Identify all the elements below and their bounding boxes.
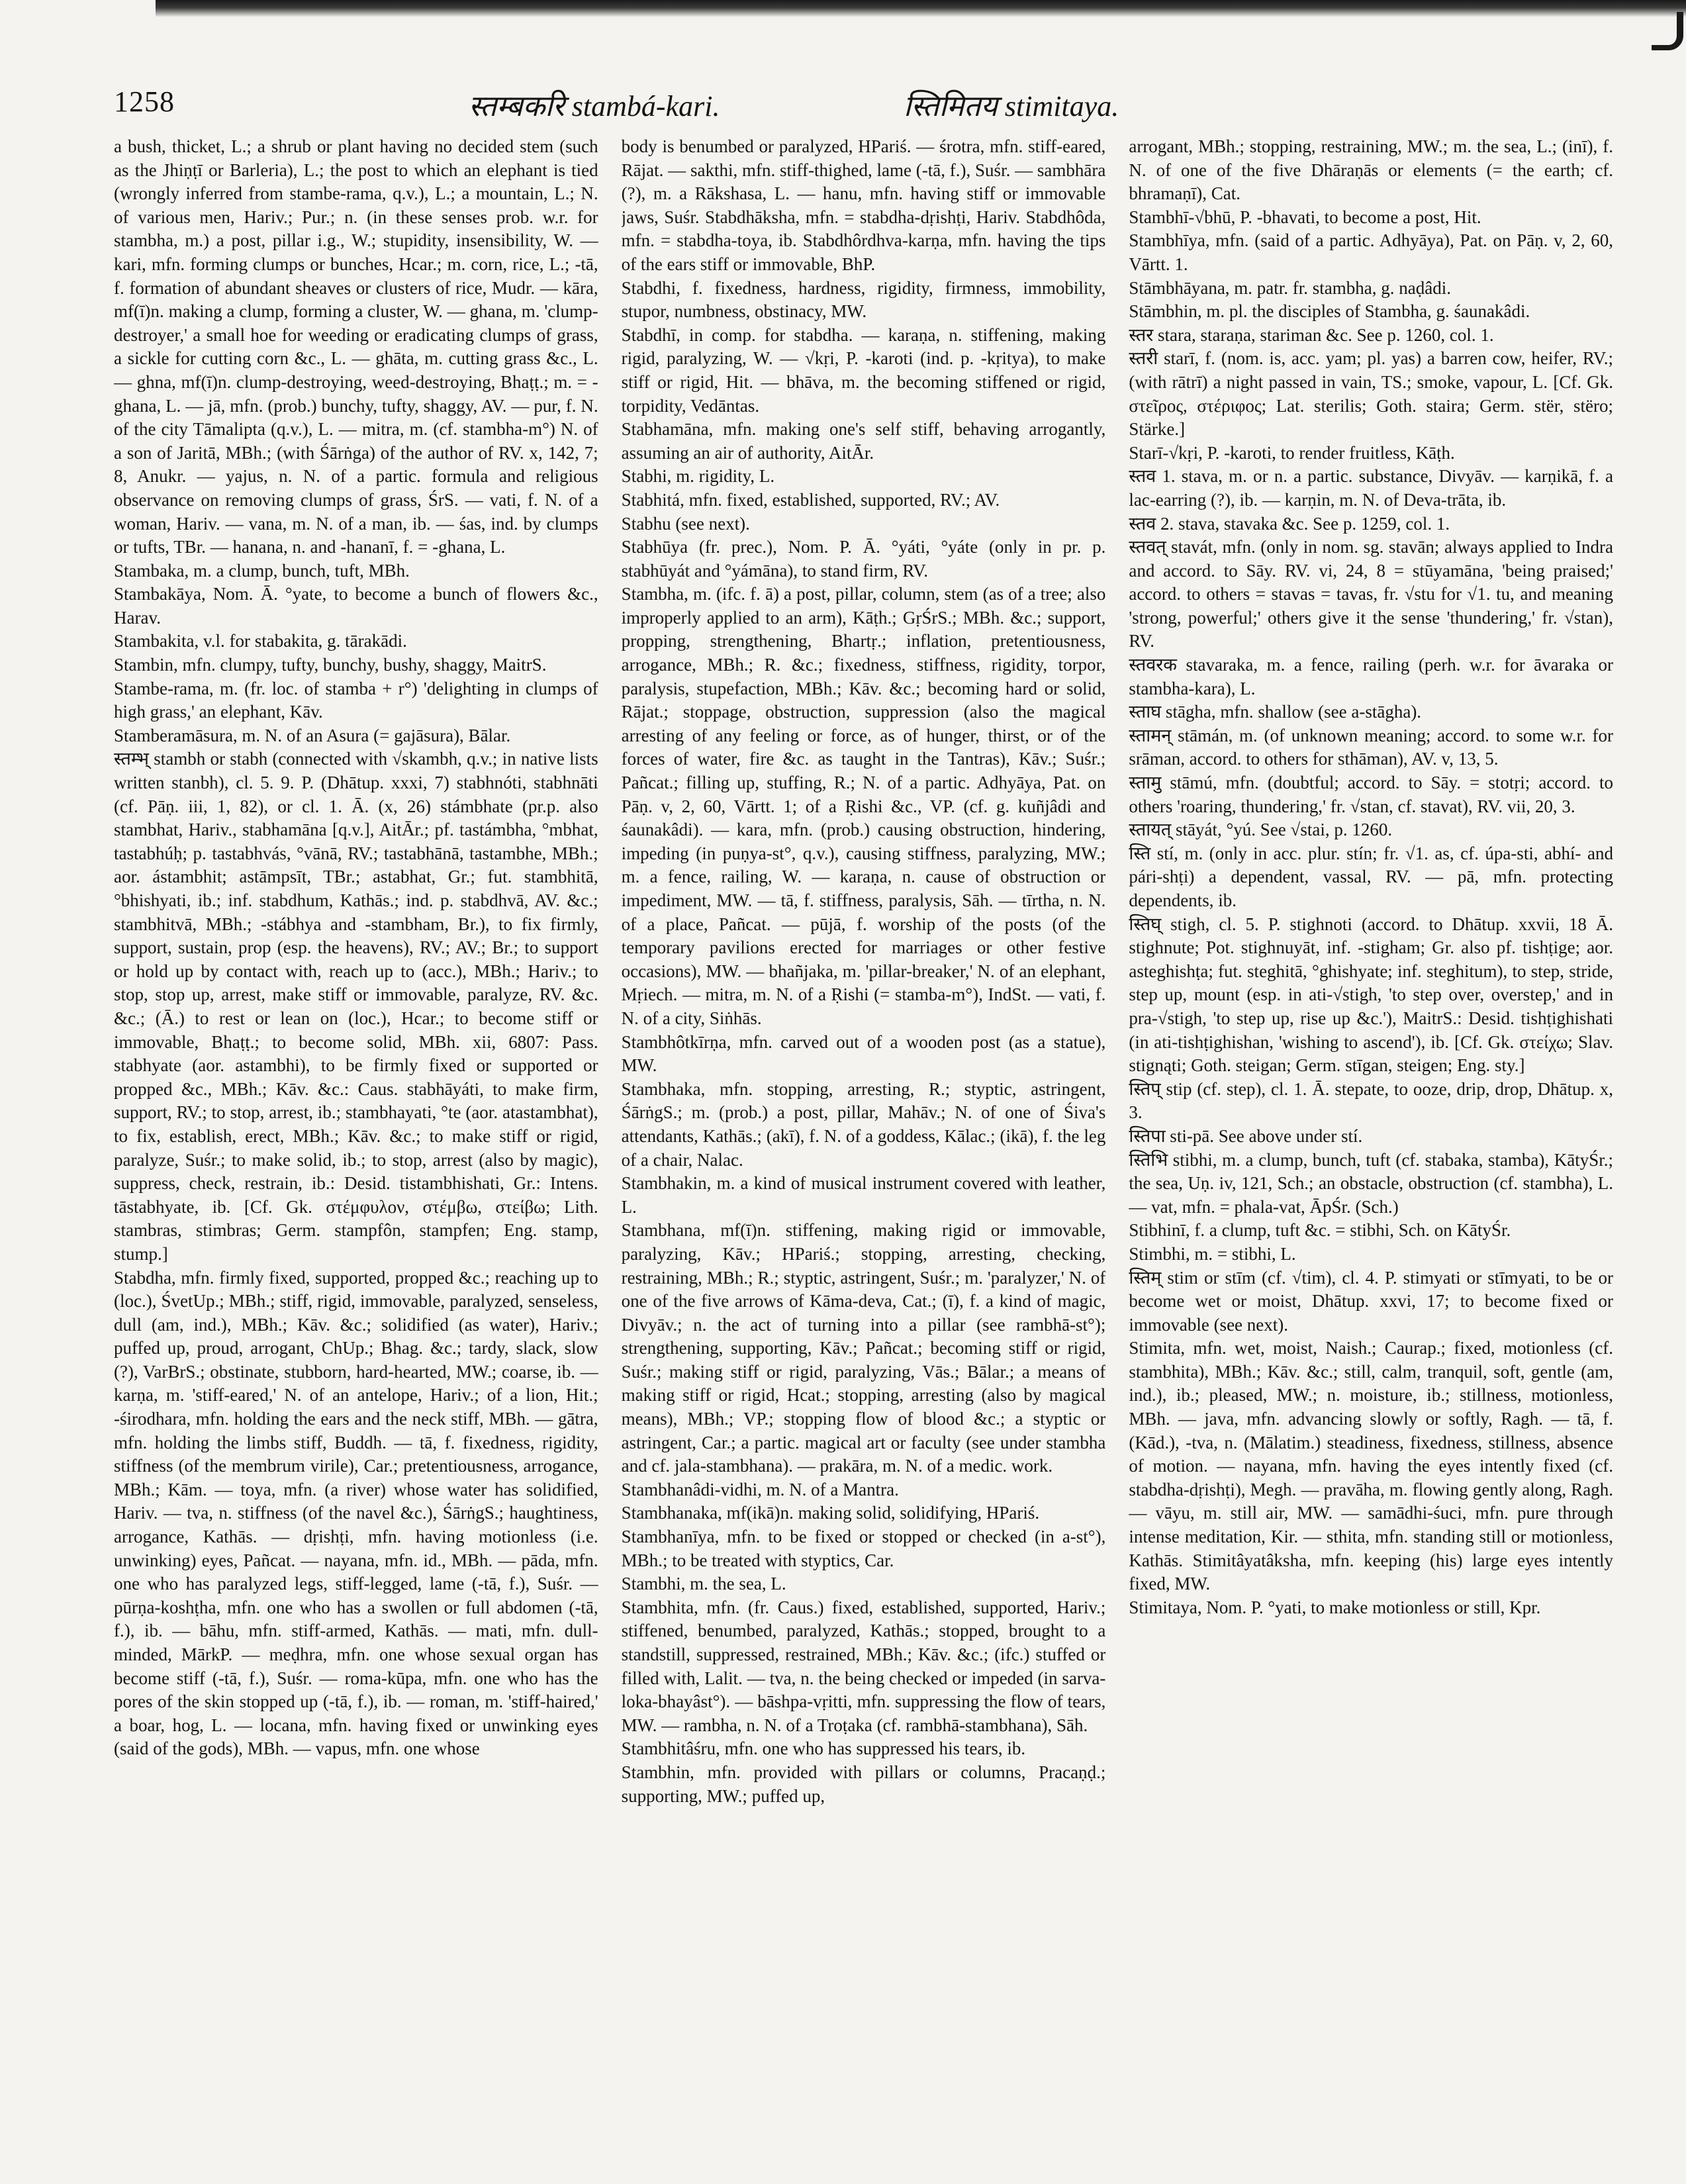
dictionary-entry: Stambhi, m. the sea, L. (621, 1574, 786, 1594)
dictionary-entry: Stabhūya (fr. prec.), Nom. P. Ā. °yáti, °yáte (only in pr. p. stabhūyát and °yámāna), to stand firm, RV. (621, 537, 1106, 581)
dictionary-entry: Stambhita, mfn. (fr. Caus.) fixed, established, supported, Hariv.; stiffened, benumbed, paralyzed, Kathās.; stopped, brought to a standstill, suppressed, restrained, MBh.; Kāv. &c.; (ifc.) stuffed or filled with, Lalit. — tva, n. the being checked or impeded (in sarva-loka-bhayâst°). — bāshpa-vṛitti, mfn. suppressing the flow of tears, MW. — rambha, n. N. of a Troṭaka (cf. rambhā-stambhana), Sāh. (621, 1597, 1106, 1735)
dictionary-entry: स्तायत् stāyát, °yú. See √stai, p. 1260. (1129, 820, 1393, 840)
dictionary-entry: स्तरी starī, f. (nom. is, acc. yam; pl. yas) a barren cow, heifer, RV.; (with rātrī) a night passed in vain, TS.; smoke, vapour, L. [Cf. Gk. στεῖρος, στέριφος; Lat. sterilis; Goth. staira; Germ. stër, stëro; Stärke.] (1129, 348, 1614, 440)
dictionary-entry: स्तामु stāmú, mfn. (doubtful; accord. to Sāy. = stotṛi; accord. to others 'roaring, thundering,' fr. √stan, cf. stavat), RV. vii, 20, 3. (1129, 773, 1614, 816)
dictionary-entry: Starī-√kṛi, P. -karoti, to render fruitless, Kāṭh. (1129, 442, 1455, 463)
right-headword: स्तिमितय stimitaya. (904, 90, 1119, 122)
scan-edge-shadow (156, 0, 1686, 17)
column-left (114, 135, 598, 2148)
dictionary-entry: स्तिप् stip (cf. step), cl. 1. Ā. stepate, to ooze, drip, drop, Dhātup. x, 3. (1129, 1078, 1614, 1123)
dictionary-entry: Stāmbhin, m. pl. the disciples of Stambha, g. śaunakâdi. (1129, 301, 1530, 322)
column-right (1129, 135, 1613, 2148)
dictionary-entry: Stambakāya, Nom. Ā. °yate, to become a bunch of flowers &c., Harav. (114, 584, 598, 628)
dictionary-entry: a bush, thicket, L.; a shrub or plant having no decided stem (such as the Jhiṇṭī or Barleria), L.; the post to which an elephant is tied (wrongly inferred from stambe-rama, q.v.), L.; a mountain, L.; N. of various men, Hariv.; Pur.; n. (in these senses prob. w.r. for stambha, m.) a post, pillar i.g., W.; stupidity, insensibility, W. — kari, mfn. forming clumps or bunches, Hcar.; m. corn, rice, L.; -tā, f. formation of abundant sheaves or clusters of rice, Mudr. — kāra, mf(ī)n. making a clump, forming a cluster, W. — ghana, m. 'clump-destroyer,' a small hoe for weeding or eradicating clumps of grass, a sickle for cutting corn &c., L. — ghāta, m. cutting grass &c., L. — ghna, mf(ī)n. clump-destroying, weed-destroying, Bhaṭṭ.; m. = -ghana, L. — jā, mfn. (prob.) bunchy, tufty, shaggy, AV. — pur, f. N. of the city Tāmalipta (q.v.), L. — mitra, m. (cf. stambha-m°) N. of a son of Jaritā, MBh.; (with Śārṅga) of the author of RV. x, 142, 7; 8, Anukr. — yajus, n. N. of a partic. formula and religious observance on removing clumps of grass, ŚrS. — vati, f. N. of a woman, Hariv. — vana, m. N. of a man, ib. — śas, ind. by clumps or tufts, TBr. — hanana, n. and -hananī, f. = -ghana, L. (114, 136, 598, 557)
dictionary-entry: Stambhanaka, mf(ikā)n. making solid, solidifying, HPariś. (621, 1503, 1040, 1523)
dictionary-entry: Stabdha, mfn. firmly fixed, supported, propped &c.; reaching up to (loc.), ŚvetUp.; MBh.; stiff, rigid, immovable, paralyzed, senseless, dull (am, ind.), MBh.; Kāv. &c.; solidified (as water), Hariv.; puffed up, proud, arrogant, ChUp.; Bhag. &c.; tardy, slack, slow (?), VarBrS.; obstinate, stubborn, hard-hearted, MW.; coarse, ib. — karṇa, m. 'stiff-eared,' N. of an antelope, Hariv.; of a lion, Hit.; -śirodhara, mfn. holding the ears and the neck stiff, MBh. — gātra, mfn. holding the limbs stiff, Buddh. — tā, f. fixedness, rigidity, stiffness (of the membrum virile), Car.; pretentiousness, arrogance, MBh.; Kām. — toya, mfn. (a river) whose water has solidified, Hariv. — tva, n. stiffness (of the navel &c.), ŚārṅgS.; haughtiness, arrogance, Kathās. — dṛishṭi, mfn. having motionless (i.e. unwinking) eyes, Pañcat. — nayana, mfn. id., MBh. — pāda, mfn. one who has paralyzed legs, stiff-legged, lame (-tā, f.), Suśr. — pūrṇa-koshṭha, mfn. one who has a swollen or full abdomen (-tā, f.), ib. — bāhu, mfn. stiff-armed, Kathās. — mati, mfn. dull-minded, MārkP. — meḍhra, mfn. one whose sexual organ has become stiff (-tā, f.), Suśr. — roma-kūpa, mfn. one who has the pores of the skin stopped up (-tā, f.), ib. — roman, m. 'stiff-haired,' a boar, hog, L. — locana, mfn. having fixed or unwinking eyes (said of the gods), MBh. — vapus, mfn. one whose (114, 1267, 598, 1759)
dictionary-entry: स्तिपा sti-pā. See above under stí. (1129, 1125, 1363, 1146)
dictionary-entry: स्तामन् stāmán, m. (of unknown meaning; accord. to some w.r. for srāman, accord. to others for sthāman), AV. v, 13, 5. (1129, 725, 1614, 769)
page-number: 1258 (114, 85, 175, 118)
dictionary-entry: Stambhaka, mfn. stopping, arresting, R.; styptic, astringent, ŚārṅgS.; m. (prob.) a post, pillar, Mahāv.; N. of one of Śiva's attendants, Kathās.; (akī), f. N. of a goddess, Kālac.; (ikā), f. the leg of a chair, Nalac. (621, 1078, 1106, 1170)
dictionary-entry: Stabdhī, in comp. for stabdha. — karaṇa, n. stiffening, making rigid, paralyzing, W. — √kṛi, P. -karoti (ind. p. -kṛitya), to make stiff or rigid, Hit. — bhāva, m. the becoming stiffened or rigid, torpidity, Vedāntas. (621, 324, 1106, 416)
dictionary-entry: Stambhakin, m. a kind of musical instrument covered with leather, L. (621, 1173, 1106, 1217)
dictionary-entry: Stambhī-√bhū, P. -bhavati, to become a post, Hit. (1129, 207, 1481, 227)
dictionary-entry: Stabhitá, mfn. fixed, established, supported, RV.; AV. (621, 489, 1000, 510)
dictionary-entry: Stambe-rama, m. (fr. loc. of stamba + r°) 'delighting in clumps of high grass,' an elephant, Kāv. (114, 678, 598, 722)
dictionary-entry: Stabhi, m. rigidity, L. (621, 466, 775, 487)
dictionary-columns (114, 135, 1613, 2151)
running-head (114, 78, 1630, 131)
dictionary-entry: स्तिघ् stigh, cl. 5. P. stighnoti (accord. to Dhātup. xxvii, 18 Ā. stighnute; Pot. stighnuyāt, inf. -stigham; Gr. also pf. tishṭige; aor. asteghishṭa; fut. steghitā, °ghishyate; inf. steghitum), to step, stride, step up, mount (esp. in ati-√stigh, 'to step over, overstep,' and in pra-√stigh, 'to step up, rise up &c.'), MaitrS.: Desid. tishṭighishati (in ati-tishṭighishan, 'wishing to ascend'), ib. [Cf. Gk. στείχω; Slav. stignąti; Goth. steigan; Germ. stīgan, steigen; Eng. sty.] (1129, 914, 1614, 1076)
dictionary-entry: स्तर stara, staraṇa, stariman &c. See p. 1260, col. 1. (1129, 324, 1494, 345)
dictionary-entry: स्तवत् stavát, mfn. (only in nom. sg. stavān; always applied to Indra and accord. to Sāy. RV. vi, 24, 8 = stūyamāna, 'being praised;' accord. to others = stavas = tavas, fr. √stu for √1. tu, and meaning 'strong, powerful;' others give it the sense 'thundering,' fr. √stan), RV. (1129, 537, 1614, 651)
dictionary-entry: Stimitaya, Nom. P. °yati, to make motionless or still, Kpr. (1129, 1597, 1541, 1617)
dictionary-entry: Stambin, mfn. clumpy, tufty, bunchy, bushy, shaggy, MaitrS. (114, 655, 547, 675)
dictionary-entry: Stimbhi, m. = stibhi, L. (1129, 1243, 1296, 1264)
dictionary-entry: स्तव 1. stava, m. or n. a partic. substance, Divyāv. — karṇikā, f. a lac-earring (?), ib. — karṇin, m. N. of Deva-trāta, ib. (1129, 466, 1614, 510)
dictionary-entry: Stambhana, mf(ī)n. stiffening, making rigid or immovable, paralyzing, Kāv.; HPariś.; stopping, arresting, checking, restraining, MBh.; R.; styptic, astringent, Suśr.; m. 'paralyzer,' N. of one of the five arrows of Kāma-deva, Cat.; (ī), f. a kind of magic, Divyāv.; n. the act of turning into a pillar (see rambhā-st°); strengthening, supporting, Kāv.; Pañcat.; becoming stiff or rigid, Suśr.; making stiff or rigid, paralyzing, Vās.; Bālar.; a means of making stiff or rigid, Hcat.; stopping, arresting (also by magical means), MBh.; VP.; stopping flow of blood &c.; a styptic or astringent, Car.; a partic. magical art or faculty (see under stambha and cf. jala-stambhana). — prakāra, m. N. of a medic. work. (621, 1220, 1106, 1476)
dictionary-entry: Stabhamāna, mfn. making one's self stiff, behaving arrogantly, assuming an air of authority, AitĀr. (621, 419, 1106, 463)
dictionary-entry: body is benumbed or paralyzed, HPariś. — śrotra, mfn. stiff-eared, Rājat. — sakthi, mfn. stiff-thighed, lame (-tā, f.), Suśr. — sambhāra (?), m. a Rākshasa, L. — hanu, mfn. having stiff or immovable jaws, Suśr. Stabdhāksha, mfn. = stabdha-dṛishṭi, Hariv. Stabdhôda, mfn. = stabdha-toya, ib. Stabdhôrdhva-karṇa, mfn. having the tips of the ears stiff or immovable, BhP. (621, 136, 1106, 274)
dictionary-entry: Stambaka, m. a clump, bunch, tuft, MBh. (114, 560, 410, 581)
dictionary-entry: स्तव 2. stava, stavaka &c. See p. 1259, col. 1. (1129, 513, 1450, 534)
dictionary-entry: Stabdhi, f. fixedness, hardness, rigidity, firmness, immobility, stupor, numbness, obstinacy, MW. (621, 277, 1106, 322)
left-headword: स्तम्बकरि stambá-kari. (469, 90, 720, 122)
dictionary-entry: स्ताघ stāgha, mfn. shallow (see a-stāgha). (1129, 702, 1422, 722)
dictionary-entry: स्तिम् stim or stīm (cf. √tim), cl. 4. P. stimyati or stīmyati, to be or become wet or moist, Dhātup. xxvi, 17; to become fixed or immovable (see next). (1129, 1267, 1614, 1335)
corner-mark (1652, 12, 1683, 50)
dictionary-entry: Stamberamāsura, m. N. of an Asura (= gajāsura), Bālar. (114, 725, 511, 745)
dictionary-entry: Stambakita, v.l. for stabakita, g. tārakādi. (114, 631, 407, 651)
dictionary-entry: Stambhôtkīrṇa, mfn. carved out of a wooden post (as a statue), MW. (621, 1031, 1106, 1076)
dictionary-entry: Stabhu (see next). (621, 513, 750, 534)
dictionary-entry: स्तिभि stibhi, m. a clump, bunch, tuft (cf. stabaka, stamba), KātyŚr.; the sea, Uṇ. iv, 121, Sch.; an obstacle, obstruction (cf. stambha), L. — vat, mfn. = phala-vat, ĀpŚr. (Sch.) (1129, 1149, 1614, 1217)
dictionary-entry: स्ति stí, m. (only in acc. plur. stín; fr. √1. as, cf. úpa-sti, abhí- and pári-shṭi) a dependent, vassal, RV. — pā, mfn. protecting dependents, ib. (1129, 843, 1614, 910)
column-middle (622, 135, 1106, 2148)
dictionary-entry: Stāmbhāyana, m. patr. fr. stambha, g. naḍâdi. (1129, 277, 1451, 298)
dictionary-entry: Stimita, mfn. wet, moist, Naish.; Caurap.; fixed, motionless (cf. stambhita), MBh.; Kāv. &c.; still, calm, tranquil, soft, gentle (am, ind.), ib.; pleased, MW.; n. moisture, ib.; stillness, motionless, MBh. — java, mfn. advancing slowly or softly, Ragh. — tā, f. (Kād.), -tva, n. (Mālatim.) steadiness, fixedness, stillness, absence of motion. — nayana, mfn. having the eyes intently fixed (cf. stabdha-dṛishṭi), Megh. — pravāha, m. flowing gently along, Ragh. — vāyu, m. still air, MW. — samādhi-śuci, mfn. pure through intense meditation, Kir. — sthita, mfn. standing still or motionless, Kathās. Stimitâyatâksha, mfn. keeping (his) large eyes intently fixed, MW. (1129, 1338, 1614, 1594)
dictionary-entry: स्तवरक stavaraka, m. a fence, railing (perh. w.r. for āvaraka or stambha-kara), L. (1129, 655, 1614, 698)
dictionary-entry: Stambhanīya, mfn. to be fixed or stopped or checked (in a-st°), MBh.; to be treated with styptics, Car. (621, 1527, 1106, 1570)
dictionary-entry: Stibhinī, f. a clump, tuft &c. = stibhi, Sch. on KātyŚr. (1129, 1220, 1511, 1241)
dictionary-entry: स्तम्भ् stambh or stabh (connected with √skambh, q.v.; in native lists written stanbh), cl. 5. 9. P. (Dhātup. xxxi, 7) stabhnóti, stabhnāti (cf. Pāṇ. iii, 1, 82), or cl. 1. Ā. (x, 26) stámbhate (pr.p. also stambhat, Hariv., stabhamāna [q.v.], AitĀr.; pf. tastámbha, °mbhat, tastabhúḥ; p. tastabhvás, °vānā, RV.; tastabhānā, tastambhe, MBh.; aor. ástambhit; astāmpsīt, TBr.; astabhat, Gr.; fut. stambhitā, °bhishyati, ib.; inf. stabdhum, Kathās.; ind. p. stabdhvā, AV. &c.; stambhitvā, MBh.; -stábhya and -stambham, Br.), to fix firmly, support, sustain, prop (esp. the heavens), RV.; AV.; Br.; to support or hold up by contact with, reach up to (acc.), MBh.; Hariv.; to stop, stop up, arrest, make stiff or immovable, paralyze, RV. &c. &c.; (Ā.) to rest or lean on (loc.), Hcar.; to become stiff or immovable, Bhaṭṭ.; to become solid, MBh. xii, 6807: Pass. stabhyate (aor. astambhi), to be firmly fixed or supported or propped &c., MBh.; Kāv. &c.: Caus. stabhāyáti, to make firm, support, RV.; to stop, arrest, ib.; stambhayati, °te (aor. atastambhat), to fix, establish, erect, MBh.; Kāv. &c.; to make stiff or rigid, paralyze, Suśr.; to make solid, ib.; to stop, arrest (also by magic), suppress, check, restrain, ib.: Desid. tistambhishati, Gr.: Intens. tāstabhyate, ib. [Cf. Gk. στέμφυλον, στέμβω, στείβω; Lith. stambras, stimbras; Germ. stampfôn, stampfen; Eng. stamp, stump.] (114, 749, 598, 1264)
dictionary-entry: Stambhanâdi-vidhi, m. N. of a Mantra. (621, 1479, 899, 1499)
dictionary-entry: Stambhīya, mfn. (said of a partic. Adhyāya), Pat. on Pāṇ. v, 2, 60, Vārtt. 1. (1129, 230, 1614, 274)
dictionary-entry: Stambha, m. (ifc. f. ā) a post, pillar, column, stem (as of a tree; also improperly applied to an arm), Kāṭh.; GṛŚrS.; MBh. &c.; support, propping, strengthening, Bhartṛ.; inflation, pretentiousness, arrogance, MBh.; R. &c.; fixedness, stiffness, rigidity, torpor, paralysis, stupefaction, MBh.; Kāv. &c.; becoming hard or solid, Rājat.; stoppage, obstruction, suppression (also the magical arresting of any feeling or force, as of hunger, thirst, or of the forces of water, fire &c. as taught in the Tantras), Kāv.; Suśr.; Pañcat.; filling up, stuffing, R.; N. of a partic. Adhyāya, Pat. on Pāṇ. v, 2, 60, Vārtt. 1; of a Ṛishi &c., VP. (cf. g. kuñjâdi and śaunakâdi). — kara, mfn. (prob.) causing obstruction, hindering, impeding (in puṇya-st°, q.v.), causing stiffness, paralyzing, MW.; m. a fence, railing, W. — karaṇa, n. cause of obstruction or impediment, MW. — tā, f. stiffness, paralysis, Sāh. — tīrtha, n. N. of a place, Pañcat. — pūjā, f. worship of the posts (of the temporary pavilions erected for marriages or other festive occasions), MW. — bhañjaka, m. 'pillar-breaker,' N. of an elephant, Mṛiech. — mitra, m. N. of a Ṛishi (= stamba-m°), IndSt. — vati, f. N. of a city, Siṅhās. (621, 584, 1106, 1028)
dictionary-entry: arrogant, MBh.; stopping, restraining, MW.; m. the sea, L.; (inī), f. N. of one of the five Dhāraṇās or elements (= the earth; cf. bhramaṇī), Cat. (1129, 136, 1614, 204)
dictionary-entry: Stambhin, mfn. provided with pillars or columns, Pracaṇḍ.; supporting, MW.; puffed up, (621, 1762, 1106, 1806)
dictionary-entry: Stambhitâśru, mfn. one who has suppressed his tears, ib. (621, 1738, 1026, 1759)
